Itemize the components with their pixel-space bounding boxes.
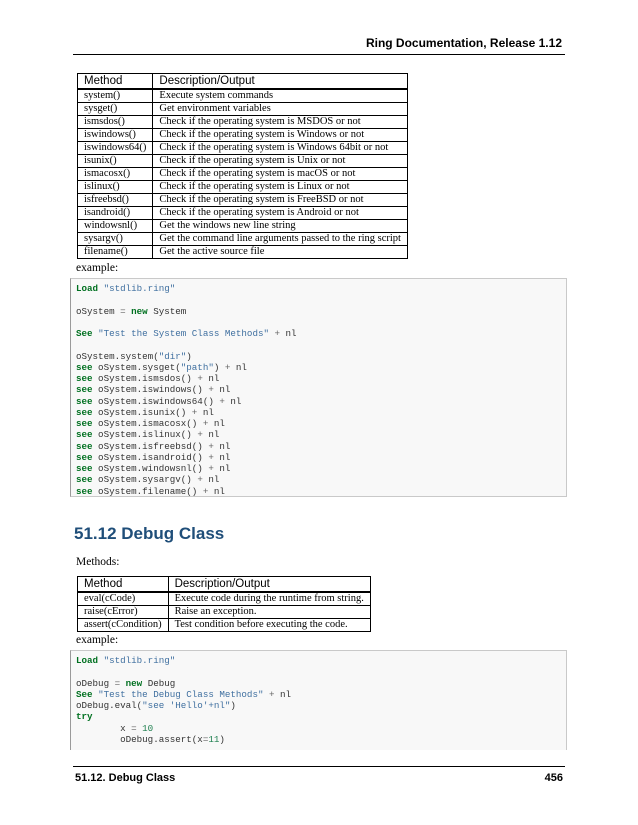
code-token: ) (219, 733, 225, 745)
code-token: see (76, 474, 93, 486)
table-row (78, 141, 408, 154)
code-token: Load (76, 283, 99, 294)
code-token: "see 'Hello'+nl" (142, 700, 231, 711)
code-line (76, 283, 566, 294)
description-cell: Get the active source file (153, 245, 408, 258)
code-token: + (191, 406, 198, 418)
footer-page-number: 456 (544, 772, 563, 784)
code-token: oDebug (76, 677, 115, 689)
code-token: nl (197, 406, 214, 418)
code-token: nl (213, 451, 231, 463)
code-token: See (76, 688, 93, 700)
code-token: Load (76, 655, 99, 666)
code-token: + (274, 328, 281, 339)
code-line (76, 384, 566, 395)
code-line (76, 700, 566, 711)
column-header-method: Method (78, 74, 153, 89)
code-token: + (219, 395, 225, 407)
code-line (76, 474, 566, 485)
code-line (76, 373, 566, 384)
code-token: see (76, 373, 93, 384)
code-line (76, 711, 566, 722)
description-cell: Check if the operating system is macOS or not (153, 167, 408, 180)
table-row (78, 167, 408, 180)
table-header-row (78, 74, 408, 89)
column-header-description: Description/Output (153, 74, 408, 89)
table-row (78, 219, 408, 232)
code-token: oSystem.iswindows64() (92, 395, 220, 407)
description-cell: Execute code during the runtime from string. (168, 592, 370, 606)
description-cell: Check if the operating system is Windows 64bit or not (153, 141, 408, 154)
table-row (78, 206, 408, 219)
method-cell: sysargv() (78, 232, 153, 245)
code-token: see (76, 384, 93, 396)
table-row (78, 232, 408, 245)
method-cell: sysget() (78, 102, 153, 115)
method-cell: ismsdos() (78, 115, 153, 128)
code-token: oSystem.ismsdos() (92, 373, 198, 384)
example-label-2: example: (76, 634, 119, 646)
code-token: = (120, 305, 126, 317)
description-cell: Check if the operating system is MSDOS or not (153, 115, 408, 128)
description-cell: Check if the operating system is FreeBSD or not (153, 193, 408, 206)
code-token: oDebug.eval( (76, 700, 143, 711)
method-cell: system() (78, 89, 153, 103)
code-token: 10 (142, 722, 154, 734)
code-token: see (76, 463, 93, 474)
code-line (76, 396, 566, 407)
code-line (76, 734, 566, 745)
footer-rule (73, 766, 565, 767)
code-block-system-example (70, 278, 567, 497)
code-line (76, 418, 566, 429)
code-token: = (114, 677, 121, 689)
code-token: oSystem (76, 305, 121, 317)
description-cell: Get environment variables (153, 102, 408, 115)
code-token: + (197, 429, 203, 441)
code-token: nl (280, 328, 297, 339)
running-header-title: Ring Documentation, Release 1.12 (365, 36, 562, 50)
code-line (76, 723, 566, 734)
code-token: oSystem.sysget( (92, 361, 181, 373)
code-line (76, 351, 566, 362)
description-cell: Test condition before executing the code. (168, 618, 370, 631)
table-row (78, 245, 408, 258)
system-methods-body (78, 89, 408, 259)
section-heading: 51.12 Debug Class (74, 524, 225, 543)
code-token: + (197, 474, 203, 486)
method-cell: isandroid() (78, 206, 153, 219)
table-row (78, 154, 408, 167)
table-row (78, 128, 408, 141)
code-token: nl (202, 429, 220, 441)
table-header-row (78, 577, 371, 592)
code-line (76, 689, 566, 700)
table-row (78, 193, 408, 206)
code-line (76, 317, 566, 328)
debug-methods-body (78, 592, 371, 632)
code-token: oSystem.isfreebsd() (92, 440, 209, 452)
code-line (76, 441, 566, 452)
code-token: see (76, 429, 93, 441)
table-row (78, 592, 371, 606)
method-cell: isunix() (78, 154, 153, 167)
code-token: see (76, 418, 93, 429)
code-token: new (131, 305, 148, 317)
code-token: oSystem.isunix() (92, 406, 192, 418)
description-cell: Execute system commands (153, 89, 408, 103)
code-line (76, 328, 566, 339)
code-token: "Test the Debug Class Methods" (98, 688, 264, 700)
code-token: "path" (180, 361, 214, 373)
code-token: = (202, 733, 209, 745)
code-token: oSystem.ismacosx() (92, 418, 203, 429)
code-token: nl (202, 474, 220, 486)
code-line (76, 666, 566, 677)
column-header-method: Method (78, 577, 169, 592)
methods-label: Methods: (76, 556, 120, 568)
table-row (78, 605, 371, 618)
code-token: oSystem.system( (76, 350, 159, 362)
code-token: oSystem.filename() (92, 485, 203, 497)
code-line (76, 655, 566, 666)
table-row (78, 618, 371, 631)
code-token: new (125, 677, 143, 689)
code-token: + (208, 384, 214, 396)
code-token: oSystem.sysargv() (92, 474, 198, 486)
code-token: See (76, 328, 93, 339)
code-token: nl (213, 463, 231, 474)
code-token: + (202, 485, 209, 497)
code-token: oSystem.isandroid() (92, 451, 209, 463)
code-token: nl (230, 361, 247, 373)
code-token: oDebug.assert(x (76, 733, 203, 745)
column-header-description: Description/Output (168, 577, 370, 592)
code-token: + (224, 361, 231, 373)
code-line (76, 362, 566, 373)
code-token: ) (230, 700, 236, 711)
method-cell: ismacosx() (78, 167, 153, 180)
code-line (76, 486, 566, 497)
code-token: x (76, 722, 132, 734)
code-token: = (131, 722, 137, 734)
system-methods-table (77, 73, 408, 259)
code-token: "dir" (158, 350, 187, 362)
description-cell: Get the windows new line string (153, 219, 408, 232)
code-token: Debug (142, 677, 176, 689)
code-line (76, 407, 566, 418)
table-row (78, 89, 408, 103)
code-token: see (76, 451, 93, 463)
description-cell: Get the command line arguments passed to the ring script (153, 232, 408, 245)
example-label-1: example: (76, 262, 119, 274)
code-token: ) (186, 350, 192, 362)
code-token: see (76, 406, 93, 418)
method-cell: windowsnl() (78, 219, 153, 232)
code-token: "Test the System Class Methods" (98, 328, 269, 339)
code-line (76, 306, 566, 317)
code-block-debug-example (70, 650, 567, 750)
code-token: "stdlib.ring" (103, 655, 176, 666)
code-token: oSystem.windowsnl() (92, 463, 209, 474)
code-token: see (76, 361, 93, 373)
code-token: see (76, 395, 93, 407)
method-cell: assert(cCondition) (78, 618, 169, 631)
code-token: + (268, 688, 275, 700)
code-token: nl (208, 418, 225, 429)
code-line (76, 678, 566, 689)
code-token: see (76, 485, 93, 497)
description-cell: Check if the operating system is Android or not (153, 206, 408, 219)
description-cell: Check if the operating system is Windows or not (153, 128, 408, 141)
table-row (78, 115, 408, 128)
code-token: + (208, 451, 214, 463)
code-token: oSystem.iswindows() (92, 384, 209, 396)
method-cell: eval(cCode) (78, 592, 169, 606)
method-cell: iswindows64() (78, 141, 153, 154)
code-token: ) (213, 361, 225, 373)
code-token: nl (208, 485, 225, 497)
code-token: 11 (208, 733, 220, 745)
code-token: nl (202, 373, 220, 384)
code-token: see (76, 440, 93, 452)
code-token: oSystem.islinux() (92, 429, 198, 441)
description-cell: Check if the operating system is Linux or not (153, 180, 408, 193)
code-token: + (208, 463, 214, 474)
table-row (78, 102, 408, 115)
method-cell: raise(cError) (78, 605, 169, 618)
code-token: "stdlib.ring" (103, 283, 176, 294)
code-token: System (147, 305, 187, 317)
method-cell: isfreebsd() (78, 193, 153, 206)
description-cell: Check if the operating system is Unix or not (153, 154, 408, 167)
code-line (76, 463, 566, 474)
code-token: try (76, 711, 93, 723)
code-line (76, 429, 566, 440)
code-token: + (197, 373, 203, 384)
code-token: nl (274, 688, 292, 700)
code-token: + (202, 418, 209, 429)
code-line (76, 452, 566, 463)
method-cell: filename() (78, 245, 153, 258)
footer-section-name: 51.12. Debug Class (75, 772, 176, 784)
method-cell: iswindows() (78, 128, 153, 141)
code-token: + (208, 440, 214, 452)
code-line (76, 294, 566, 305)
code-token: nl (213, 384, 231, 396)
debug-methods-table (77, 576, 371, 632)
table-row (78, 180, 408, 193)
code-token: nl (213, 440, 231, 452)
code-line (76, 339, 566, 350)
header-rule (73, 54, 565, 55)
description-cell: Raise an exception. (168, 605, 370, 618)
method-cell: islinux() (78, 180, 153, 193)
code-token: nl (224, 395, 242, 407)
